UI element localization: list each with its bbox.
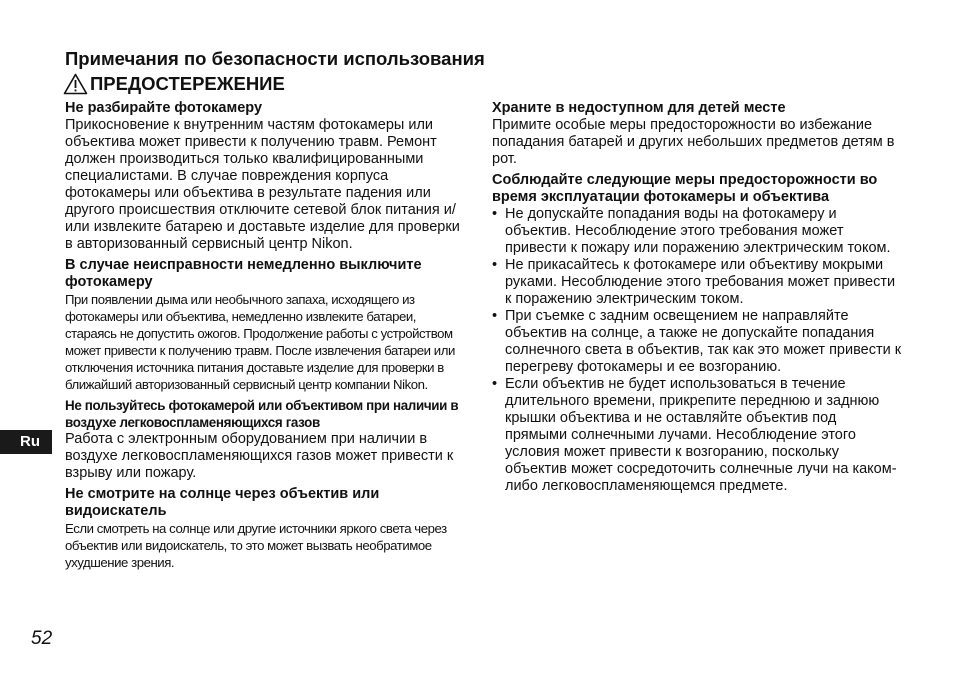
section-body: Примите особые меры предосторожности во избежание попадания батарей и других небольших предметов детям в рот. [492, 117, 895, 167]
section-flammable-gas [65, 397, 465, 482]
right-column [492, 100, 902, 499]
list-item: • Если объектив не будет использоваться в течение длительного времени, прикрепите переднюю и заднюю крышки объектива и не оставляйте объектив под прямыми солнечными лучами. Несоблюдение этого условия может привести к возгоранию, поскольку объектив может сосредоточить солнечные лучи на каком-либо легковоспламеняющемся предмете. [492, 376, 902, 495]
section-heading: Не смотрите на солнце через объектив или видоискатель [65, 486, 380, 519]
section-body: Прикосновение к внутренним частям фотокамеры или объектива может привести к получению травм. Ремонт должен производиться только квалифицированными специалистами. В случае повреждения корпуса фотокамеры или объектива в результате падения или другого происшествия отключите сетевой блок питания и/или извлеките батарею и доставьте изделие для проверки в авторизованный сервисный центр Nikon. [65, 117, 460, 252]
section-heading: Не разбирайте фотокамеру [65, 100, 263, 116]
section-disassembly [65, 100, 465, 253]
section-heading: Храните в недоступном для детей месте [492, 100, 786, 116]
language-tab: Ru [0, 430, 52, 454]
warning-label: ПРЕДОСТЕРЕЖЕНИЕ [90, 73, 285, 94]
section-precautions [492, 172, 902, 495]
section-body: При появлении дыма или необычного запаха, исходящего из фотокамеры или объектива, немедленно извлеките батареи, стараясь не допустить ожогов. Продолжение работы с устройством может привести к получению травм. После извлечения батареи или отключения источника питания доставьте изделие для проверки в ближайший авторизованный сервисный центр компании Nikon. [65, 292, 455, 392]
section-heading: В случае неисправности немедленно выключите фотокамеру [65, 257, 422, 290]
page-number: 52 [31, 628, 53, 649]
list-item: • Не прикасайтесь к фотокамере или объективу мокрыми руками. Несоблюдение этого требования может привести к поражению электрическим током. [492, 257, 902, 308]
warning-triangle-icon [63, 73, 88, 95]
section-malfunction [65, 257, 465, 393]
precaution-list [492, 206, 902, 495]
section-heading: Соблюдайте следующие меры предосторожности во время эксплуатации фотокамеры и объектива [492, 172, 878, 205]
section-body: Работа с электронным оборудованием при наличии в воздухе легковоспламеняющихся газов может привести к взрыву или пожару. [65, 431, 454, 481]
page-title: Примечания по безопасности использования [65, 48, 485, 69]
list-item: • Не допускайте попадания воды на фотокамеру и объектив. Несоблюдение этого требования может привести к пожару или поражению электрическим током. [492, 206, 902, 257]
section-body: Если смотреть на солнце или другие источники яркого света через объектив или видоискатель, то это может вызвать необратимое ухудшение зрения. [65, 521, 447, 570]
warning-heading [63, 72, 285, 96]
section-sun [65, 486, 465, 571]
left-column [65, 100, 465, 575]
section-heading: Не пользуйтесь фотокамерой или объективом при наличии в воздухе легковоспламеняющихся газов [65, 398, 459, 430]
list-item: • При съемке с задним освещением не направляйте объектив на солнце, а также не допускайте попадания солнечного света в объектив, так как это может привести к перегреву фотокамеры и ее возгоранию. [492, 308, 902, 376]
section-children [492, 100, 902, 168]
